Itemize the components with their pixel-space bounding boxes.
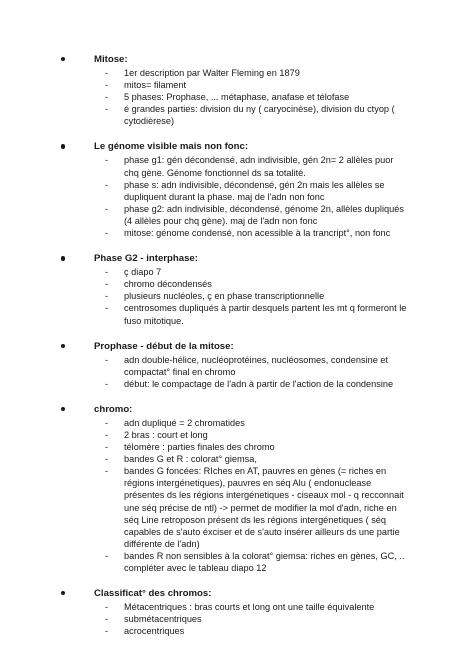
list-item: - ç diapo 7 <box>105 267 162 278</box>
dash-icon: - <box>105 267 109 278</box>
bullet-icon <box>61 344 65 348</box>
section-items <box>0 417 474 574</box>
section-items <box>0 354 474 390</box>
list-item: - submétacentriques <box>105 614 202 625</box>
list-item: - adn dupliqué = 2 chromatides <box>105 417 245 428</box>
dash-icon: - <box>105 291 109 302</box>
list-item: - télomère : parties finales des chromo <box>105 442 275 453</box>
section-phase-g2 <box>0 251 474 326</box>
list-item: - centrosomes dupliqués à partir desquels partent les mt q formeront le fuso mitotique. <box>105 303 407 326</box>
bullet-icon <box>61 591 65 595</box>
dash-icon: - <box>105 378 109 389</box>
dash-icon: - <box>105 80 109 91</box>
dash-icon: - <box>105 303 109 314</box>
list-item: - chromo décondensés <box>105 279 212 290</box>
dash-icon: - <box>105 550 109 561</box>
dash-icon: - <box>105 442 109 453</box>
list-item: - phase s: adn indivisible, décondensé, gén 2n mais les allèles se dupliquent durant la phase. maj de l'adn non fonc <box>105 179 385 202</box>
list-item: - 2 bras : court et long <box>105 429 208 440</box>
dash-icon: - <box>105 92 109 103</box>
dash-icon: - <box>105 155 109 166</box>
dash-icon: - <box>105 279 109 290</box>
section-mitose <box>0 52 474 127</box>
dash-icon: - <box>105 417 109 428</box>
list-item: - phase g2: adn indivisible, décondensé, génome 2n, allèles dupliqués (4 allèles pour chq gène). maj de l'adn non fonc <box>105 203 404 226</box>
section-chromo <box>0 402 474 574</box>
dash-icon: - <box>105 104 109 115</box>
section-title: Mitose: <box>94 54 128 65</box>
dash-icon: - <box>105 179 109 190</box>
section-heading <box>0 339 474 354</box>
section-heading <box>0 52 474 67</box>
section-heading <box>0 402 474 417</box>
dash-icon: - <box>105 626 109 637</box>
section-genome <box>0 139 474 239</box>
notes-list <box>0 52 474 649</box>
dash-icon: - <box>105 429 109 440</box>
list-item: - début: le compactage de l'adn à partir de l'action de la condensine <box>105 378 394 389</box>
section-prophase <box>0 339 474 390</box>
list-item: - adn double-hélice, nucléoprotéines, nucléosomes, condensine et compactat° final en chromo <box>105 354 389 377</box>
dash-icon: - <box>105 354 109 365</box>
section-items <box>0 67 474 127</box>
section-title: Classificat° des chromos: <box>94 588 212 600</box>
bullet-icon <box>61 407 65 411</box>
list-item: - phase g1: gén décondensé, adn indivisible, gén 2n= 2 allèles puor chq gène. Génome fonctionnel ds sa totalité. <box>105 155 394 178</box>
section-items <box>0 601 474 637</box>
section-items <box>0 154 474 239</box>
section-heading <box>0 139 474 154</box>
list-item: - bandes G et R : colorat° giemsa, <box>105 454 257 465</box>
section-title: Phase G2 - interphase: <box>94 253 198 265</box>
dash-icon: - <box>105 228 109 239</box>
dash-icon: - <box>105 614 109 625</box>
list-item: - Métacentriques : bras courts et long ont une taille équivalente <box>105 602 375 613</box>
dash-icon: - <box>105 203 109 214</box>
section-title: Le génome visible mais non fonc: <box>94 141 249 153</box>
section-heading <box>0 586 474 601</box>
section-title: Prophase - début de la mitose: <box>94 340 234 352</box>
list-item: - bandes G foncées: RIches en AT, pauvres en gènes (= riches en régions intergénetiques), pauvres en séq Alu ( endonuclease présentes ds les régions intergénetiques - ciseaux mol - q recconnait une séq précise de ntl) -> permet de modifier la mol d'adn, riche en séq Line retroposon présent ds les régions intergénetiques ( séq capables de s'auto éxciser et de s'auto insérer ailleurs ds une partie différente de l'adn) <box>105 466 404 549</box>
list-item: - plusieurs nucléoles, ç en phase transcriptionnelle <box>105 291 325 302</box>
bullet-icon <box>61 144 65 148</box>
list-item: - bandes R non sensibles à la colorat° giemsa: riches en gènes, GC, .. compléter avec le tableau diapo 12 <box>105 550 405 573</box>
dash-icon: - <box>105 466 109 477</box>
list-item: - acrocentriques <box>105 626 185 637</box>
list-item: - mitos= filament <box>105 80 187 91</box>
list-item: - mitose: génome condensé, non acessible à la trancript°, non fonc <box>105 228 391 239</box>
list-item: - 5 phases: Prophase, ... métaphase, anafase et télofase <box>105 92 350 103</box>
section-items <box>0 266 474 326</box>
dash-icon: - <box>105 454 109 465</box>
list-item: - 1er description par Walter Fleming en 1879 <box>105 68 300 78</box>
section-heading <box>0 251 474 266</box>
section-title: chromo: <box>94 403 133 415</box>
dash-icon: - <box>105 602 109 613</box>
section-classification <box>0 586 474 637</box>
dash-icon: - <box>105 68 109 78</box>
list-item: - é grandes parties: division du ny ( caryocinèse), division du ctyop ( cytodièrese) <box>105 104 395 127</box>
bullet-icon <box>61 256 65 260</box>
bullet-icon <box>61 57 65 61</box>
